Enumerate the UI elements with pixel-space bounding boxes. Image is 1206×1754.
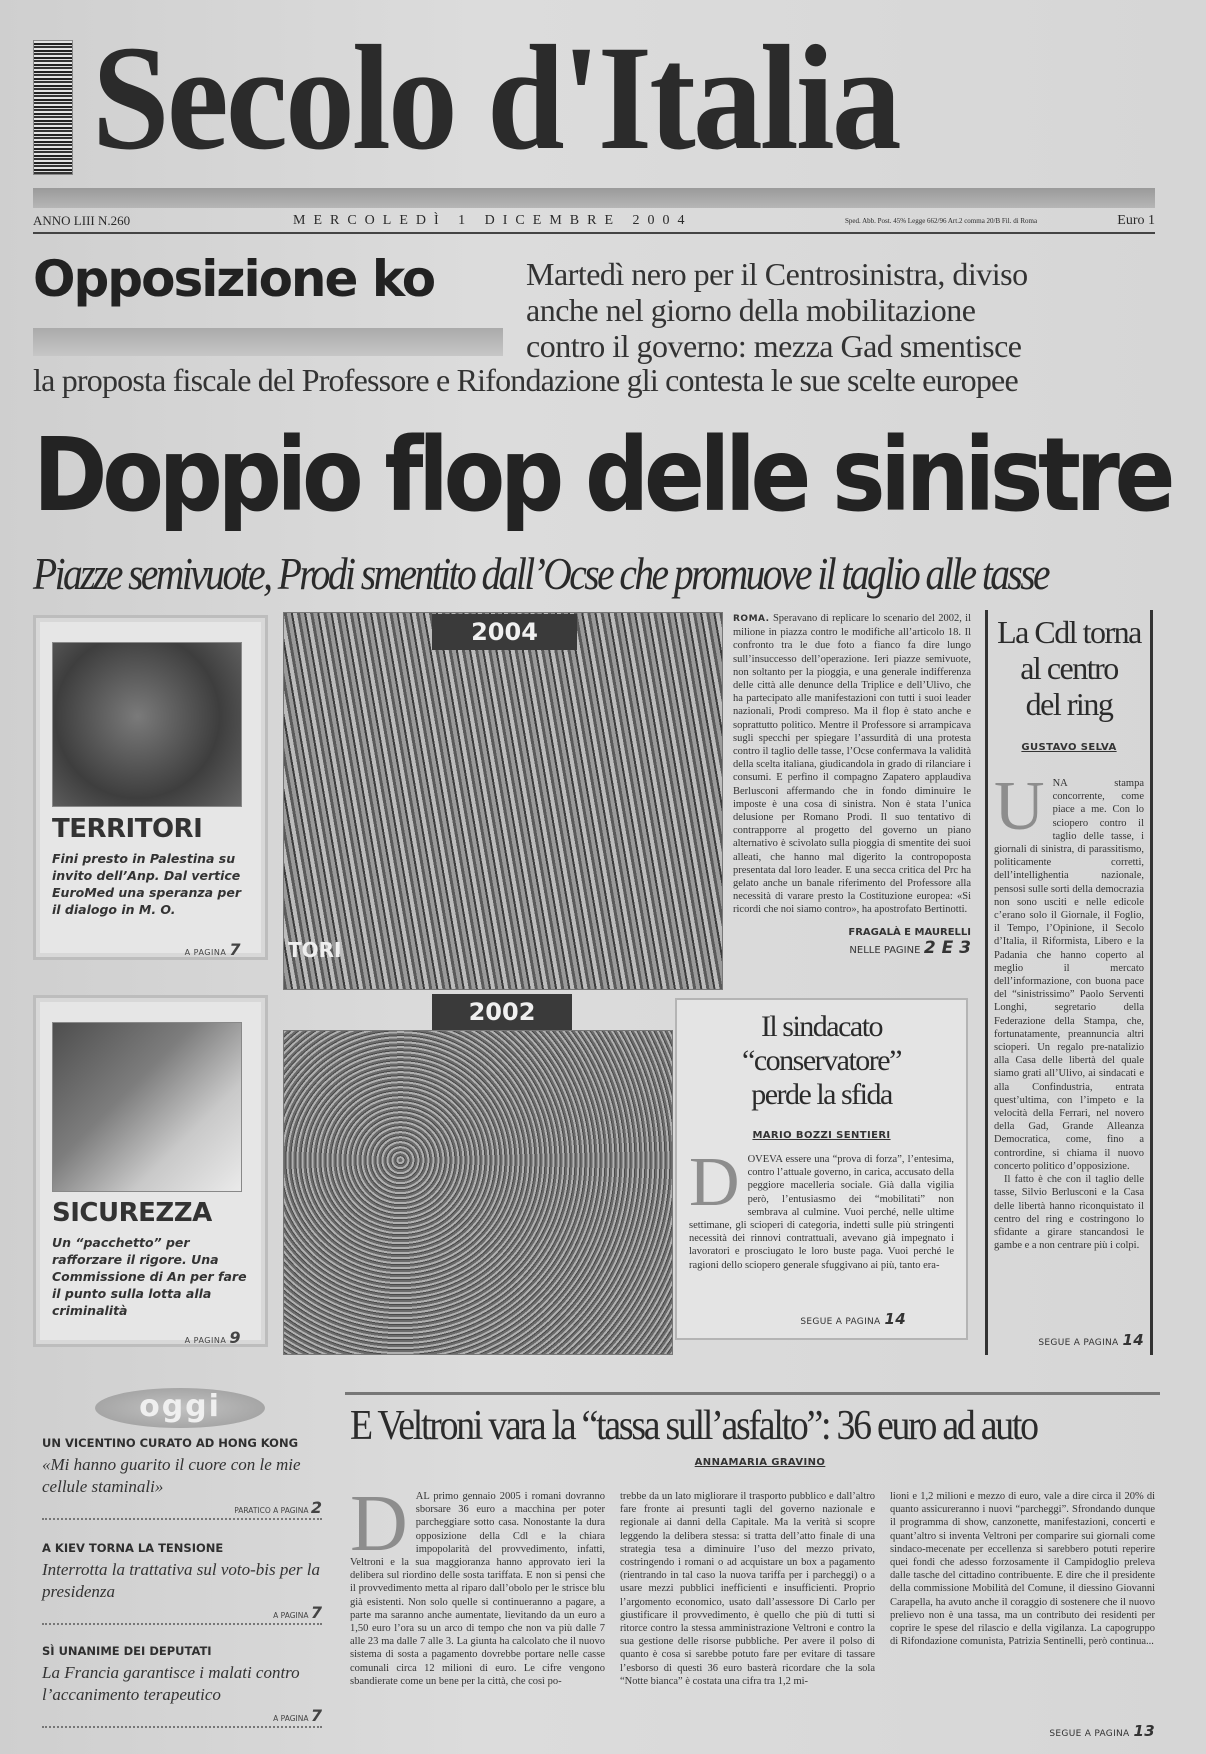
sidebox-blurb: Fini presto in Palestina su invito dell’Anp. Dal vertice EuroMed una speranza per il dialogo in M. O. bbox=[52, 851, 242, 917]
kicker-line: contro il governo: mezza Gad smentisce bbox=[526, 328, 1022, 364]
page-ref[interactable]: A PAGINA 7 bbox=[184, 940, 241, 959]
police-photo bbox=[52, 1022, 242, 1192]
barcode-icon bbox=[33, 40, 73, 175]
main-subheadline: Piazze semivuote, Prodi smentito dall’Ocse che promuove il taglio alle tasse bbox=[33, 548, 1049, 599]
sidebox-territori[interactable] bbox=[33, 615, 268, 960]
price: Euro 1 bbox=[1117, 213, 1155, 228]
fini-photo bbox=[52, 642, 242, 807]
sidebox-sicurezza[interactable] bbox=[33, 995, 268, 1347]
dropcap: D bbox=[350, 1480, 408, 1568]
veltroni-col-2: trebbe da un lato migliorare il trasporto pubblico e dall’altro fare fronte ai presunti tagli del governo nazionale e regionale ai danni della Capitale. Ma la verità si scopre leggendo la delibera stessa: si tratta dell’atto finale di una strategia tesa a diminuire l’uso del mezzo privato, costringendo i romani o ad acquistare un box a pagamento (rientrando in tal caso la nuova tariffa per i parcheggi) o a usare mezzi pubblici inefficienti e insufficienti. Proprio l’argomento economico, usato dall’assessore Di Carlo per giustificare il provvedimento, è quello che più di tutti si ritorce contro la stessa amministrazione Veltroni e contro la sua gestione delle risorse pubbliche. Per avere il polso di quanto è cosa si sarebbe potuto fare per evitare di tassare l’esborso di questi 36 euro basterà ricordare che la sola “Notte bianca” è costata una cifra tra 1,2 mi- bbox=[620, 1491, 875, 1687]
dropcap: D bbox=[689, 1144, 740, 1221]
photo-2004-demonstration bbox=[283, 612, 723, 990]
veltroni-col-1: DAL primo gennaio 2005 i romani dovranno sborsare 36 euro a macchina per poter parcheggiare sotto casa. Nonostante la dura opposizione della Cdl e la chiara impopolarità del provvedimento, infatti, Veltroni e la sua maggioranza hanno approvato ieri la delibera sul riordino delle sosta tariffata. E non si pensi che il provvedimento metta al riparo dall’obolo per le strisce blu già esistenti. Non solo quelle si continueranno a pagare, a parte ma saranno anche aumentate, lievitando da un euro a 1,50 euro l’ora su un arco di tempo che non va più dalle 7 alle 23 ma dalle 7 alle 3. La giunta ha calcolato che il nuovo sistema di sosta a pagamento dovrebbe portare nelle casse comunali circa 12 milioni di euro. Le cifre vengono sbandierate come un bene per la città, che così po- bbox=[350, 1480, 605, 1687]
segue-ref[interactable]: SEGUE A PAGINA 13 bbox=[1049, 1722, 1155, 1740]
editorial-body: UNA stampa concorrente, come piace a me. Con lo sciopero contro il taglio delle tasse, i giornali di sinistra, di parassitismo, politicamente corretti, dell’intellighentia nazionale, pensosi sulle sorti della democrazia non sono usciti e nelle edicole c’erano solo il Giornale, il Foglio, il Tempo, l’Opinione, il Secolo d’Italia, il Riformista, Libero e la Padania che hanno coperto al meglio il mercato dell’informazione, con buona pace del “sinistrissimo” Paolo Serventi Longhi, segretario della Federazione della Stampa, che, fortunatamente, preannuncia altri scioperi. Un regalo pre-natalizio alla Casa delle libertà del quale siamo grati all’Ulivo, ai sindacati e alla Confindustria, entrata quest’ultima, con l’impeto e la velocità della Ferrari, nel novero della Gad, Grande Alleanza Democratica, come, fino a contrordine, si chiama il nuovo concerto politico d’opposizione. Il fatto è che con il taglio delle tasse, Silvio Berlusconi e la Casa delle libertà hanno riconquistato il centro del ring e costringono lo sfidante a girare stancandosi le gambe e a non centrare più i colpi. bbox=[994, 768, 1144, 1252]
veltroni-headline: E Veltroni vara la “tassa sull’asfalto”: 36 euro ad auto bbox=[350, 1403, 1037, 1449]
photo-2002-demonstration bbox=[283, 1030, 673, 1355]
issue-number: ANNO LIII N.260 bbox=[33, 213, 131, 228]
issue-date: MERCOLEDÌ 1 DICEMBRE 2004 bbox=[293, 213, 693, 228]
oggi-item[interactable]: A KIEV TORNA LA TENSIONE Interrotta la trattativa sul voto-bis per la presidenza A PAGINA 7 bbox=[42, 1541, 322, 1625]
masthead-band bbox=[33, 188, 1155, 208]
postal-info: Sped. Abb. Post. 45% Legge 662/96 Art.2 comma 20/B Fil. di Roma bbox=[845, 217, 1038, 225]
lead-article-byline[interactable]: FRAGALÀ E MAURELLI NELLE PAGINE 2 E 3 bbox=[848, 926, 971, 958]
lead-article bbox=[733, 612, 971, 958]
sindacato-body: DOVEVA essere una “prova di forza”, l’entesima, contro l’attuale governo, in carica, accusato della peggiore macelleria sociale. Già dalla vigilia però, l’entusiasmo dei “mobilitati” non sembrava al culmine. Vuoi perché, nelle ultime settimane, gli scioperi di categoria, indetti sulle più stringenti necessità dei rinnovi contrattuali, avevano già impegnato i lavoratori e prosciugato le loro buste paga. Vuoi perché le ragioni dello sciopero generale sfuggivano ai più, tanto era- bbox=[689, 1144, 954, 1271]
dateline bbox=[33, 210, 1155, 234]
editorial-author: GUSTAVO SELVA bbox=[1021, 742, 1117, 753]
oggi-item[interactable]: SÌ UNANIME DEI DEPUTATI La Francia garantisce i malati contro l’accanimento terapeutico A PAGINA 7 bbox=[42, 1644, 322, 1728]
veltroni-author: ANNAMARIA GRAVINO bbox=[694, 1457, 826, 1468]
sidebox-blurb: Un “pacchetto” per rafforzare il rigore. Una Commissione di An per fare il punto sulla lotta alla criminalità bbox=[52, 1235, 247, 1318]
section-rule bbox=[345, 1392, 1160, 1395]
kicker-title: Opposizione ko bbox=[33, 250, 435, 308]
sindacato-article bbox=[675, 998, 968, 1340]
year-tag-2004: 2004 bbox=[432, 614, 577, 650]
main-headline: Doppio flop delle sinistre bbox=[33, 416, 1171, 535]
section-title: TERRITORI bbox=[52, 814, 203, 844]
section-title: SICUREZZA bbox=[52, 1198, 212, 1228]
segue-ref[interactable]: SEGUE A PAGINA 14 bbox=[800, 1310, 906, 1328]
oggi-badge: oggi bbox=[95, 1388, 265, 1428]
kicker-line: anche nel giorno della mobilitazione bbox=[526, 292, 976, 328]
year-tag-2002: 2002 bbox=[432, 994, 572, 1030]
lead-article-body: ROMA. Speravano di replicare lo scenario del 2002, il milione in piazza contro le modifiche all’articolo 18. Il confronto tra le due foto a fianco fa dire lungo sull’insuccesso dell’operazione. Ieri piazze semivuote, non soltanto per la pioggia, e una generale indifferenza delle città alle denunce della Triplice e dell’Ulivo, che ha partecipato alle manifestazioni con tutti i suoi leader nazionali, Prodi compreso. Ma il flop è stato anche e soprattutto politico. Mentre il Professore si arrampicava sugli specchi per spiegare l’assurdità di una protesta contro il taglio delle tasse, l’Ocse confermava la validità della scelta italiana, giudicandola in grado di rilanciare i consumi. E perfino il compagno Zapatero applaudiva Berlusconi affermando che in fondo diminuire le imposte è una cosa di sinistra. Non è stata l’unica delusione per Romano Prodi. Il suo tentativo di contrapporre al progetto del governo un piano alternativo è scivolato sulla pioggia di smentite dei suoi alleati, che hanno mal digerito la contropoposta presentata dal loro leader. E una secca critica del Prc ha gelato anche un banale riferimento del Professore alla necessità di varare presto la Costituzione europea: «Si ricordi che noi siamo contro», ha apostrofato Bertinotti. bbox=[733, 613, 972, 916]
page-ref[interactable]: A PAGINA 9 bbox=[184, 1328, 241, 1347]
kicker-line: Martedì nero per il Centrosinistra, diviso bbox=[526, 256, 1028, 292]
photo-overlay-text: TORI bbox=[288, 938, 342, 962]
kicker-full-line: la proposta fiscale del Professore e Rifondazione gli contesta le sue scelte europee bbox=[33, 362, 1018, 398]
segue-ref[interactable]: SEGUE A PAGINA 14 bbox=[1038, 1331, 1144, 1349]
sindacato-author: MARIO BOZZI SENTIERI bbox=[752, 1130, 891, 1141]
veltroni-col-3: lioni e 1,2 milioni e mezzo di euro, vale a dire circa il 20% di quanto assicureranno i nuovi “parcheggi”. Sfrondando dunque il programma di show, canzonette, manifestazioni, concerti e quant’altro si inventa Veltroni per comparire sui giornali come sindaco-mecenate per eccellenza si sarebbero potuti reperire quei fondi che adesso forzosamente il Campidoglio preleva dalle tasche del cittadino contribuente. E dire che il presidente della commissione Mobilità del Comune, il diessino Giovanni Carapella, ha avuto anche il coraggio di sostenere che il nuovo prelievo non è una tassa, ma un contributo dei residenti per coprire le spese del rilascio e della vigilanza. La capogruppo di Rifondazione comunista, Patrizia Sentinelli, però continua... bbox=[890, 1491, 1155, 1648]
editorial-column bbox=[985, 610, 1153, 1355]
editorial-title: La Cdl torna al centro del ring bbox=[997, 614, 1141, 722]
sindacato-title: Il sindacato “conservatore” perde la sfida bbox=[742, 1010, 901, 1111]
kicker-bar bbox=[33, 328, 503, 356]
dropcap: U bbox=[994, 768, 1045, 845]
oggi-item[interactable]: UN VICENTINO CURATO AD HONG KONG «Mi hanno guarito il cuore con le mie cellule staminali» PARATICO A PAGINA 2 bbox=[42, 1436, 322, 1520]
masthead-title: Secolo d'Italia bbox=[92, 15, 899, 181]
kicker-subtitle bbox=[526, 256, 1146, 364]
